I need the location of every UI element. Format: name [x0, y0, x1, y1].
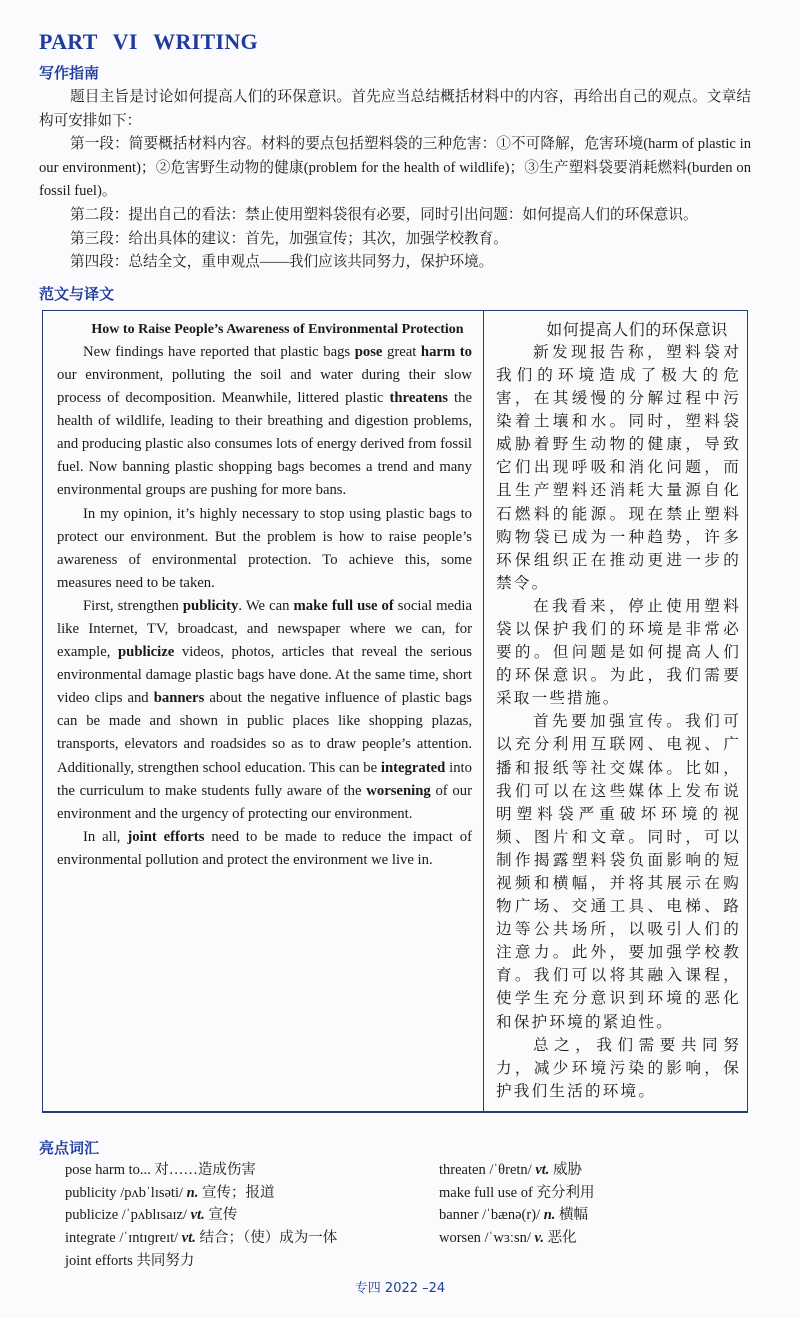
highlighted-phrase: worsening — [366, 782, 431, 799]
vocab-item — [65, 1227, 439, 1250]
vocab-pos: v. — [534, 1230, 545, 1247]
vocab-meaning: 恶化 — [547, 1230, 577, 1247]
translation-paragraph: 首先要加强宣传。我们可以充分利用互联网、电视、广播和报纸等社交媒体。比如，我们可以在这些媒体上发布说明塑料袋严重破坏环境的视频、图片和文章。同时，可以制作揭露塑料袋负面影响的短视频和横幅，并将其展示在购物广场、交通工具、电梯、路边等公共场所，以吸引人们的注意力。此外，要加强学校教育。我们可以将其融入课程，使学生充分意识到环境的恶化和保护环境的紧迫性。 — [496, 712, 741, 1031]
vocab-heading: 亮点词汇 — [39, 1138, 100, 1157]
guide-paragraph: 第四段：总结全文，重申观点——我们应该共同努力，保护环境。 — [70, 254, 494, 271]
essay-text: of our environment and the urgency of protecting our environment. — [57, 782, 472, 822]
vocab-item — [439, 1159, 739, 1182]
guide-heading: 写作指南 — [39, 64, 100, 82]
vocab-phonetic: /ˈpʌblɪsaɪz/ — [121, 1207, 188, 1224]
guide-text — [39, 86, 751, 275]
page-number: 专四 2022 –24 — [354, 1281, 446, 1297]
vocab-item — [65, 1204, 439, 1227]
vocab-phonetic: /ˈbænə(r)/ — [482, 1207, 541, 1224]
sample-heading: 范文与译文 — [39, 284, 115, 303]
highlighted-phrase: make full use of — [293, 597, 394, 614]
highlighted-phrase: pose — [354, 343, 383, 360]
essay-text: First, strengthen — [83, 597, 183, 614]
vocab-list-left — [65, 1159, 439, 1273]
vocab-item — [65, 1250, 439, 1273]
essay-text: our environment, polluting the soil and water during their slow process of decomposition. Meanwhile, littered plastic — [57, 366, 472, 407]
essay-text: . We can — [238, 597, 294, 614]
vocab-item — [439, 1227, 739, 1250]
highlighted-phrase: integrated — [380, 759, 446, 776]
vocab-phonetic: /pʌbˈlɪsəti/ — [120, 1184, 184, 1201]
guide-paragraph: 第一段：简要概括材料内容。材料的要点包括塑料袋的三种危害：①不可降解，危害环境(harm of plastic in our environment)；②危害野生动物的健康(problem for the health of wildlife)；③生产塑料袋要消耗燃料(burden on fossil fuel)。 — [39, 136, 751, 200]
vocab-item — [65, 1159, 439, 1182]
vocab-phonetic: /ˈwɜːsn/ — [484, 1230, 531, 1247]
vocab-meaning: 宣传；报道 — [201, 1184, 275, 1201]
translation-paragraph: 在我看来，停止使用塑料袋以保护我们的环境是非常必要的。但问题是如何提高人们的环保意识。为此，我们需要采取一些措施。 — [496, 596, 741, 708]
highlighted-phrase: banners — [153, 690, 205, 707]
vocab-item — [439, 1204, 739, 1227]
chinese-translation — [484, 311, 747, 1111]
vocab-meaning: 结合；（使）成为一体 — [199, 1230, 338, 1247]
page-title: PART VI WRITING — [39, 29, 258, 54]
vocab-phonetic: /ˈɪntɪɡreɪt/ — [119, 1230, 179, 1247]
essay-text: In my opinion, it’s highly necessary to stop using plastic bags to protect our environment. But the problem is how to raise people’s awareness of environmental protection. To achieve this, some measures need to be taken. — [57, 505, 472, 591]
essay-paragraph — [57, 826, 472, 872]
vocab-phonetic: /ˈθretn/ — [489, 1161, 532, 1178]
vocab-list-right — [439, 1159, 739, 1273]
vocab-meaning: 宣传 — [208, 1207, 238, 1224]
vocab-meaning: 横幅 — [559, 1207, 589, 1224]
essay-text: social media like Internet, TV, broadcast, and newspaper where we can, for example, — [57, 597, 472, 661]
essay-text: great — [382, 343, 421, 360]
vocab-word: publicity — [65, 1184, 117, 1201]
sample-essay-box — [42, 310, 748, 1113]
vocab-word: worsen — [439, 1230, 481, 1247]
essay-text: into the curriculum to make students fully aware of the — [57, 759, 472, 799]
vocab-word: publicize — [65, 1207, 119, 1224]
essay-text: videos, photos, articles that reveal the serious environmental damage plastic bags have done. At the same time, short video clips and — [57, 644, 473, 707]
vocab-meaning: 共同努力 — [136, 1252, 195, 1269]
essay-text: New findings have reported that plastic bags — [83, 343, 355, 360]
vocab-word: joint efforts — [65, 1252, 133, 1269]
chinese-translation-title: 如何提高人们的环保意识 — [546, 319, 728, 339]
vocab-meaning: 充分利用 — [536, 1184, 595, 1201]
essay-paragraph — [57, 595, 472, 826]
essay-paragraph — [57, 341, 472, 503]
english-essay-title: How to Raise People’s Awareness of Environmental Protection — [91, 321, 464, 337]
vocab-pos: n. — [186, 1184, 199, 1201]
translation-paragraph: 新发现报告称，塑料袋对我们的环境造成了极大的危害，在其缓慢的分解过程中污染着土壤和水。同时，塑料袋威胁着野生动物的健康，导致它们出现呼吸和消化问题，而且生产塑料还消耗大量源自化石燃料的能源。现在禁止塑料购物袋已成为一种趋势，许多环保组织正在推动更进一步的禁令。 — [496, 342, 741, 592]
guide-paragraph: 第二段：提出自己的看法：禁止使用塑料袋很有必要，同时引出问题：如何提高人们的环保意识。 — [70, 206, 698, 223]
vocab-word: pose harm to... — [65, 1161, 151, 1178]
vocab-word: integrate — [65, 1230, 116, 1247]
vocab-meaning: 威胁 — [553, 1161, 583, 1178]
highlighted-phrase: joint efforts — [127, 828, 205, 845]
highlighted-phrase: publicize — [118, 644, 175, 661]
guide-paragraph: 题目主旨是讨论如何提高人们的环保意识。首先应当总结概括材料中的内容，再给出自己的观点。文章结构可安排如下： — [39, 89, 751, 129]
vocab-word: make full use of — [439, 1184, 533, 1201]
vocab-pos: vt. — [181, 1230, 196, 1247]
highlighted-phrase: harm to — [420, 343, 472, 360]
vocab-pos: n. — [543, 1207, 556, 1224]
vocab-item — [65, 1182, 439, 1205]
guide-paragraph: 第三段：给出具体的建议：首先，加强宣传；其次，加强学校教育。 — [70, 230, 508, 247]
essay-paragraph — [57, 503, 472, 595]
highlighted-phrase: publicity — [182, 597, 239, 614]
vocab-word: threaten — [439, 1161, 486, 1178]
english-essay — [43, 311, 484, 1111]
vocab-word: banner — [439, 1207, 479, 1224]
vocab-meaning: 对……造成伤害 — [154, 1161, 256, 1178]
vocab-pos: vt. — [190, 1207, 205, 1224]
highlighted-phrase: threatens — [389, 390, 448, 407]
essay-text: the health of wildlife, leading to their breathing and digestion problems, and producing plastic also consumes lots of energy derived from fossil fuel. Now banning plastic shopping bags becomes a trend and many environmental groups are pushing for more bans. — [57, 390, 472, 499]
essay-text: about the negative influence of plastic bags can be made and shown in public places like shopping plazas, transports, elevators and roadsides so as to draw people’s attention. Additionally, strengthen school education. This can be — [57, 690, 472, 776]
vocab-item — [439, 1182, 739, 1205]
essay-text: need to be made to reduce the impact of environmental pollution and protect the environment we live in. — [57, 828, 472, 868]
essay-text: In all, — [83, 828, 128, 845]
vocab-pos: vt. — [535, 1161, 550, 1178]
translation-paragraph: 总之，我们需要共同努力，减少环境污染的影响，保护我们生活的环境。 — [496, 1035, 741, 1100]
vocab-section — [39, 1159, 751, 1273]
